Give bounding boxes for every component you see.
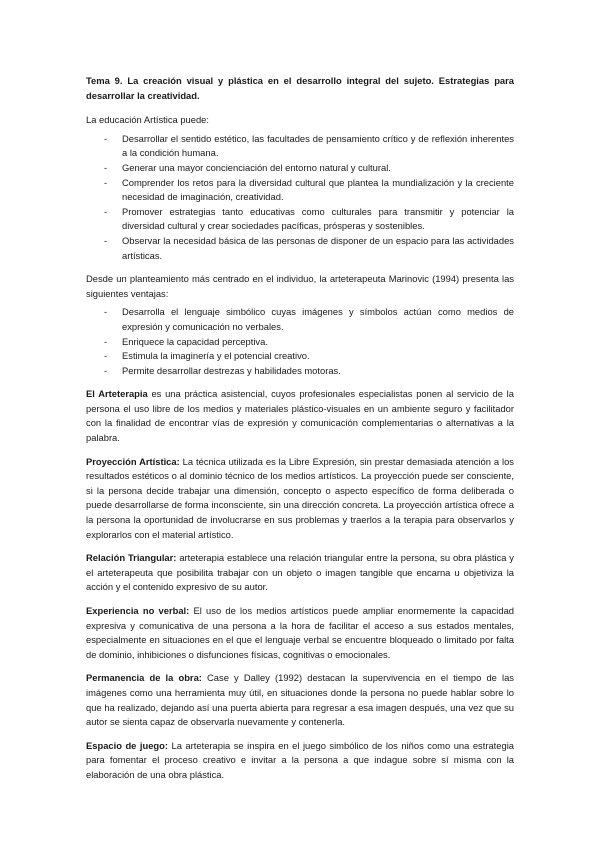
marinovic-paragraph: Desde un planteamiento más centrado en el individuo, la arteterapeuta Marinovic (1994) presenta las siguientes ventajas: — [86, 273, 514, 299]
section-term: Experiencia no verbal: — [86, 605, 190, 616]
list-item: - Observar la necesidad básica de las personas de disponer de un espacio para las actividades artísticas. — [104, 234, 514, 261]
document-page — [86, 74, 514, 792]
list-dash: - — [104, 335, 108, 347]
advantages-list — [86, 305, 514, 378]
arteterapia-definition-paragraph: El Arteterapia es una práctica asistencial, cuyos profesionales especialistas ponen al servicio de la persona el uso libre de los medios y materiales plástico-visuales en un ambiente seguro y facilitador con la finalidad de encontrar vías de expresión y comunicación complementarias o alternativas a la palabra. — [86, 388, 514, 444]
section-term: Espacio de juego: — [86, 739, 169, 751]
intro-text: La educación Artística puede: — [86, 114, 210, 126]
list-dash: - — [104, 176, 108, 188]
list-item: - Generar una mayor concienciación del entorno natural y cultural. — [86, 161, 514, 176]
list-item: - Comprender los retos para la diversidad cultural que plantea la mundialización y la creciente necesidad de imaginación, creatividad. — [104, 176, 514, 203]
experiencia-no-verbal-paragraph: Experiencia no verbal: El uso de los medios artísticos puede ampliar enormemente la capacidad expresiva y comunicativa de una persona a la hora de facilitar el acceso a sus estados mentales, especialmente en situaciones en el que el lenguaje verbal se encuentre bloqueado o limitado por falta de dominio, inhibiciones o disfunciones físicas, cognitivas o emocionales. — [86, 605, 514, 660]
list-dash: - — [104, 234, 108, 246]
section-term: El Arteterapia — [86, 388, 148, 400]
list-dash: - — [104, 205, 108, 217]
proyeccion-artistica-paragraph: Proyección Artística: La técnica utilizada es la Libre Expresión, sin prestar demasiada atención a los resultados estéticos o al dominio técnico de los medios artísticos. La proyección puede ser consciente, si la persona decide trabajar una dimensión, concepto o aspecto específico de forma deliberada o puede desarrollarse de forma inconsciente, sin una dirección concreta. La proyección artística ofrece a la persona la oportunidad de involucrarse en sus problemas y traerlos a la terapia para observarlos y explorarlos con el material artístico. — [86, 455, 514, 540]
list-dash: - — [104, 364, 108, 376]
list-item: - Permite desarrollar destrezas y habilidades motoras. — [86, 364, 514, 379]
list-dash: - — [104, 161, 108, 173]
list-item: - Estimula la imaginería y el potencial creativo. — [86, 349, 514, 364]
list-item: - Desarrollar el sentido estético, las facultades de pensamiento crítico y de reflexión inherentes a la condición humana. — [104, 132, 514, 159]
permanencia-obra-paragraph: Permanencia de la obra: Case y Dalley (1992) destacan la supervivencia en el tiempo de las imágenes como una herramienta muy útil, en situaciones donde la persona no puede hablar sobre lo que ha realizado, dejando así una puerta abierta para regresar a esa imagen después, una vez que su autor se sienta capaz de observarla nuevamente y contenerla. — [86, 672, 514, 728]
espacio-juego-paragraph: Espacio de juego: La arteterapia se inspira en el juego simbólico de los niños como una estrategia para fomentar el proceso creativo e invitar a la persona a que indague sobre sí misma con la elaboración de una obra plástica. — [86, 739, 515, 780]
section-term: Permanencia de la obra: — [86, 672, 202, 684]
list-item: - Enriquece la capacidad perceptiva. — [86, 335, 514, 350]
list-dash: - — [104, 350, 108, 362]
relacion-triangular-paragraph: Relación Triangular: arteterapia establece una relación triangular entre la persona, su obra plástica y el arteterapeuta que posibilita trabajar con un objeto o imagen tangible que encarna u objetiviza la acción y el contenido expresivo de su autor. — [86, 552, 514, 593]
list-dash: - — [104, 306, 108, 318]
education-benefits-list — [86, 132, 514, 263]
list-item: - Desarrolla el lenguaje simbólico cuyas imágenes y símbolos actúan como medios de expresión y comunicación no verbales. — [104, 306, 514, 332]
section-term: Proyección Artística: — [86, 455, 180, 467]
page-title: Tema 9. La creación visual y plástica en el desarrollo integral del sujeto. Estrategias para desarrollar la creatividad. — [86, 75, 514, 101]
section-term: Relación Triangular: — [86, 552, 177, 564]
list-dash: - — [104, 132, 108, 144]
list-item: - Promover estrategias tanto educativas como culturales para transmitir y potenciar la diversidad cultural y crear sociedades pacíficas, prósperas y sostenibles. — [104, 205, 514, 232]
